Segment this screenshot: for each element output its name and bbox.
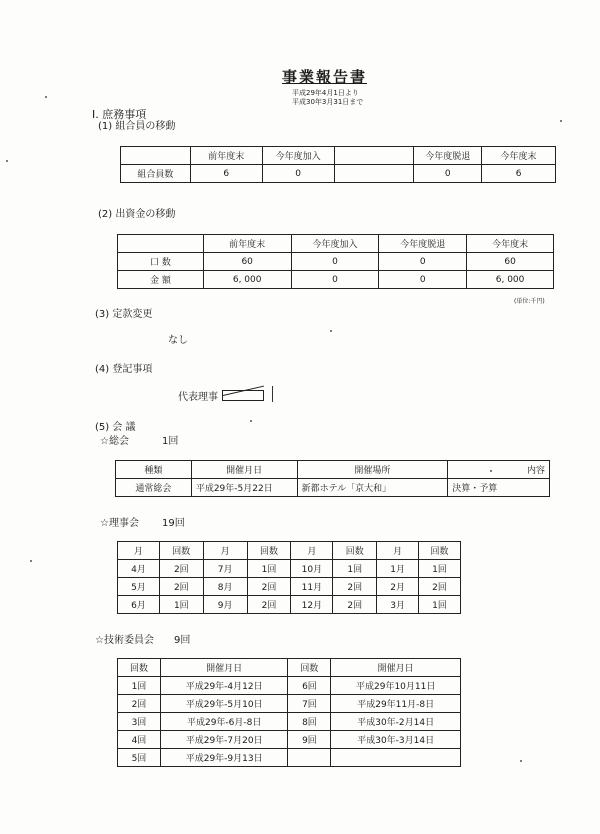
table-header: 内容 (448, 461, 550, 479)
table-cell: 10月 (291, 560, 333, 578)
table-header: 月 (377, 542, 419, 560)
table-cell: 4月 (118, 560, 160, 578)
unit-note: (単位:千円) (514, 298, 545, 305)
table-cell: 0 (414, 165, 482, 183)
table-cell: 12月 (291, 596, 333, 614)
table-cell: 平成29年-9月13日 (160, 749, 288, 767)
technical-committee-label: ☆技術委員会 (95, 635, 154, 646)
table-cell: 1回 (247, 560, 291, 578)
table-header: 開催月日 (331, 659, 461, 677)
table-cell: 0 (291, 271, 379, 289)
scan-speck (560, 120, 562, 122)
table-row (118, 560, 461, 578)
table-cell: 2回 (118, 695, 161, 713)
table-row (118, 596, 461, 614)
table-cell: 平成29年11月-8日 (331, 695, 461, 713)
articles-change-text: なし (168, 335, 188, 346)
table-cell: 平成30年-3月14日 (331, 731, 461, 749)
table-cell: 6 (482, 165, 556, 183)
scan-speck (45, 96, 47, 98)
table-cell: 5回 (118, 749, 161, 767)
table-cell: 0 (291, 253, 379, 271)
table-cell: 8回 (288, 713, 331, 731)
table-header: 今年度末 (482, 147, 556, 165)
table-header: 開催月日 (160, 659, 288, 677)
table-cell: 0 (379, 253, 467, 271)
table-row (118, 731, 461, 749)
redacted-name-box (222, 390, 264, 401)
table-cell: 7回 (288, 695, 331, 713)
table-cell (331, 749, 461, 767)
table-header: 前年度末 (203, 235, 291, 253)
table-header: 月 (118, 542, 160, 560)
board-meeting-table (117, 541, 461, 614)
table-row (118, 713, 461, 731)
table-row (118, 235, 554, 253)
row-label: 金 額 (118, 271, 204, 289)
table-cell: 5月 (118, 578, 160, 596)
table-header: 回数 (159, 542, 203, 560)
scan-speck (520, 760, 522, 762)
table-header: 前年度末 (190, 147, 262, 165)
table-cell: 平成29年10月11日 (331, 677, 461, 695)
scan-speck (30, 560, 32, 562)
table-row (118, 749, 461, 767)
table-cell: 3回 (118, 713, 161, 731)
table-row (118, 542, 461, 560)
member-movement-heading: (1) 組合員の移動 (98, 121, 176, 132)
table-cell: 平成30年-2月14日 (331, 713, 461, 731)
table-cell: 2月 (377, 578, 419, 596)
table-cell: 6, 000 (467, 271, 554, 289)
period-from: 平成29年4月1日より (292, 89, 359, 97)
table-row (118, 578, 461, 596)
table-cell: 平成29年-5月22日 (191, 479, 297, 497)
mark-line (272, 386, 273, 402)
table-cell: 2回 (333, 596, 377, 614)
board-meeting-count: 19回 (162, 518, 185, 529)
table-cell: 2回 (419, 578, 461, 596)
table-header: 回数 (118, 659, 161, 677)
table-header: 開催月日 (191, 461, 297, 479)
table-row (121, 165, 556, 183)
table-cell: 決算・予算 (448, 479, 550, 497)
table-cell: 平成29年-6月-8日 (160, 713, 288, 731)
table-cell: 2回 (159, 578, 203, 596)
table-cell: 2回 (333, 578, 377, 596)
table-header: 回数 (333, 542, 377, 560)
scan-speck (490, 470, 492, 472)
table-cell: 平成29年-5月10日 (160, 695, 288, 713)
table-row (118, 677, 461, 695)
table-cell: 2回 (159, 560, 203, 578)
general-meeting-table (115, 460, 550, 497)
table-header: 開催場所 (297, 461, 448, 479)
table-header: 月 (203, 542, 247, 560)
table-header: 回数 (288, 659, 331, 677)
meetings-heading: (5) 会 議 (95, 422, 136, 433)
period-to: 平成30年3月31日まで (292, 98, 364, 106)
table-cell: 1回 (159, 596, 203, 614)
table-cell (288, 749, 331, 767)
table-cell (121, 147, 191, 165)
document-title: 事業報告書 (282, 68, 368, 86)
board-meeting-label: ☆理事会 (100, 518, 139, 529)
table-cell (334, 165, 414, 183)
section-heading-general-affairs: Ⅰ. 庶務事項 (92, 108, 147, 121)
general-meeting-label: ☆総会 (100, 436, 129, 447)
table-row (116, 461, 550, 479)
table-cell: 通常総会 (116, 479, 192, 497)
row-label: 口 数 (118, 253, 204, 271)
table-header: 回数 (419, 542, 461, 560)
table-cell: 1回 (333, 560, 377, 578)
table-row (121, 147, 556, 165)
table-cell: 6月 (118, 596, 160, 614)
table-header: 今年度加入 (262, 147, 334, 165)
capital-movement-heading: (2) 出資金の移動 (98, 209, 176, 220)
table-header (334, 147, 414, 165)
table-cell: 2回 (247, 578, 291, 596)
table-cell: 6 (190, 165, 262, 183)
table-header: 回数 (247, 542, 291, 560)
capital-movement-table (117, 234, 554, 289)
registration-heading: (4) 登記事項 (95, 364, 153, 375)
table-cell: 60 (467, 253, 554, 271)
table-cell: 8月 (203, 578, 247, 596)
table-cell: 3月 (377, 596, 419, 614)
technical-committee-table (117, 658, 461, 767)
table-header: 今年度末 (467, 235, 554, 253)
table-cell: 2回 (247, 596, 291, 614)
table-cell: 1回 (118, 677, 161, 695)
table-row (118, 695, 461, 713)
table-cell: 0 (262, 165, 334, 183)
table-cell: 1月 (377, 560, 419, 578)
table-cell: 新都ホテル「京大和」 (297, 479, 448, 497)
table-cell: 11月 (291, 578, 333, 596)
table-row (116, 479, 550, 497)
row-label: 組合員数 (121, 165, 191, 183)
table-header: 今年度加入 (291, 235, 379, 253)
table-cell: 9回 (288, 731, 331, 749)
table-cell: 0 (379, 271, 467, 289)
table-header: 月 (291, 542, 333, 560)
table-row (118, 253, 554, 271)
table-cell: 1回 (419, 560, 461, 578)
table-cell: 4回 (118, 731, 161, 749)
representative-director-label: 代表理事 (178, 392, 218, 403)
articles-change-heading: (3) 定款変更 (95, 309, 153, 320)
general-meeting-count: 1回 (162, 436, 179, 447)
table-cell: 7月 (203, 560, 247, 578)
table-header: 今年度脱退 (379, 235, 467, 253)
table-cell: 1回 (419, 596, 461, 614)
table-row (118, 271, 554, 289)
scan-speck (330, 330, 332, 332)
member-movement-table (120, 146, 556, 183)
table-header: 今年度脱退 (414, 147, 482, 165)
table-cell: 6, 000 (203, 271, 291, 289)
table-row (118, 659, 461, 677)
table-cell: 平成29年-7月20日 (160, 731, 288, 749)
table-cell: 平成29年-4月12日 (160, 677, 288, 695)
table-header: 種類 (116, 461, 192, 479)
scan-speck (6, 160, 8, 162)
scan-speck (250, 420, 252, 422)
table-cell: 60 (203, 253, 291, 271)
table-cell (118, 235, 204, 253)
table-cell: 9月 (203, 596, 247, 614)
table-cell: 6回 (288, 677, 331, 695)
technical-committee-count: 9回 (174, 635, 191, 646)
